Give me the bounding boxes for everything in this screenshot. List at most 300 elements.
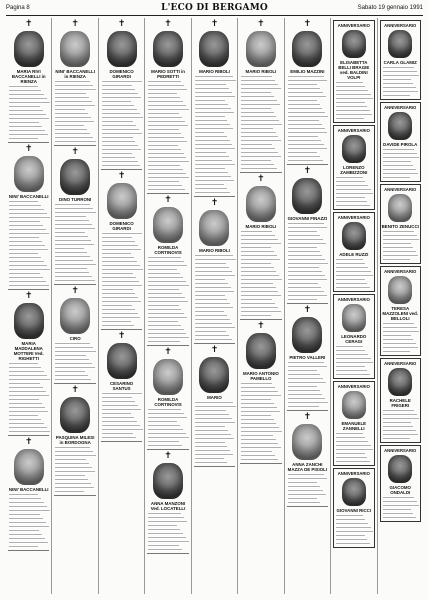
text-line xyxy=(195,107,231,110)
text-line xyxy=(148,324,180,327)
obituary-notice xyxy=(333,212,374,292)
text-line xyxy=(336,274,373,277)
text-line xyxy=(9,268,50,271)
text-line xyxy=(195,413,229,416)
text-line xyxy=(102,100,131,103)
portrait-photo xyxy=(292,31,322,67)
deceased-name: GIACOMO ONDALDI xyxy=(389,485,411,495)
text-line xyxy=(55,96,89,99)
text-line xyxy=(148,288,179,291)
divider xyxy=(147,193,188,194)
portrait-photo xyxy=(292,317,322,353)
deceased-name: ROMILDA CORTINOVIS xyxy=(154,397,182,407)
text-line xyxy=(288,115,329,118)
text-line xyxy=(241,282,272,285)
text-line xyxy=(148,516,184,519)
text-line xyxy=(195,334,229,337)
text-line xyxy=(9,105,40,108)
text-line xyxy=(148,540,189,543)
obituary-notice xyxy=(147,196,188,343)
text-line xyxy=(383,516,416,519)
text-line xyxy=(195,318,230,321)
text-line xyxy=(102,436,136,439)
text-line xyxy=(55,100,91,103)
text-line xyxy=(336,266,368,269)
deceased-name: LEONARDO CERAGI xyxy=(341,334,367,344)
portrait-photo xyxy=(60,298,90,334)
text-line xyxy=(148,328,183,331)
text-line xyxy=(241,454,275,457)
column xyxy=(330,18,376,594)
text-line xyxy=(148,340,179,343)
deceased-name: MARIO RIBOLI xyxy=(245,69,277,74)
text-line xyxy=(288,298,317,301)
text-line xyxy=(102,120,133,123)
issue-date: Sabato 19 gennaio 1991 xyxy=(357,5,423,11)
text-line xyxy=(288,282,318,285)
text-line xyxy=(383,437,410,440)
text-line xyxy=(195,155,229,158)
text-line xyxy=(55,239,91,242)
text-line xyxy=(241,398,271,401)
text-line xyxy=(383,504,420,507)
obituary-notice xyxy=(380,358,421,443)
text-line xyxy=(102,260,137,263)
text-line xyxy=(55,466,91,469)
text-line xyxy=(102,280,139,283)
text-line xyxy=(195,266,229,269)
text-line xyxy=(55,136,93,139)
obituary-notice xyxy=(380,184,421,264)
divider xyxy=(54,145,95,146)
text-line xyxy=(195,302,231,305)
text-line xyxy=(9,85,38,88)
text-line xyxy=(288,262,329,265)
obituary-notice xyxy=(54,148,95,282)
divider xyxy=(8,289,49,290)
text-line xyxy=(148,412,184,415)
text-line xyxy=(195,258,236,261)
text-line xyxy=(148,120,185,123)
text-line xyxy=(102,296,138,299)
text-line xyxy=(241,290,278,293)
text-line xyxy=(148,432,186,435)
text-line xyxy=(336,353,368,356)
cross-icon: ✝ xyxy=(210,198,219,208)
text-line xyxy=(148,304,178,307)
deceased-name: DOMENICO GIRARDI xyxy=(109,221,134,231)
anniversary-heading: ANNIVERSARIO xyxy=(384,23,417,28)
text-line xyxy=(336,85,365,88)
text-line xyxy=(336,518,365,521)
text-line xyxy=(148,548,182,551)
text-line xyxy=(195,445,228,448)
text-line xyxy=(9,386,43,389)
column xyxy=(191,18,237,594)
text-line xyxy=(9,97,47,100)
text-line xyxy=(195,167,225,170)
divider xyxy=(147,449,188,450)
text-line xyxy=(148,272,180,275)
text-line xyxy=(336,456,367,459)
obituary-notice xyxy=(333,468,374,548)
text-line xyxy=(241,246,271,249)
portrait-photo xyxy=(199,357,229,393)
text-line xyxy=(148,116,182,119)
text-line xyxy=(195,437,234,440)
text-line xyxy=(102,272,133,275)
text-line xyxy=(241,458,277,461)
divider xyxy=(54,383,95,384)
obituary-notice xyxy=(194,199,235,341)
text-line xyxy=(55,247,84,250)
cross-icon: ✝ xyxy=(303,19,312,29)
text-line xyxy=(55,275,92,278)
deceased-name: PASQUINA MILESI in BORDOGNA xyxy=(55,435,95,445)
portrait-photo xyxy=(292,424,322,460)
obituary-notice xyxy=(333,125,374,210)
portrait-photo xyxy=(388,276,412,304)
text-line xyxy=(195,429,229,432)
anniversary-heading: ANNIVERSARIO xyxy=(337,128,370,133)
text-line xyxy=(102,408,141,411)
obituary-notice xyxy=(101,20,142,167)
text-line xyxy=(195,139,230,142)
text-line xyxy=(55,374,88,377)
text-line xyxy=(102,396,132,399)
text-line xyxy=(383,172,419,175)
deceased-name: DAVIDE PIROLA xyxy=(383,142,418,147)
anniversary-heading: ANNIVERSARIO xyxy=(337,297,370,302)
divider xyxy=(287,303,328,304)
text-line xyxy=(148,100,183,103)
text-line xyxy=(9,240,42,243)
portrait-photo xyxy=(60,159,90,195)
text-line xyxy=(148,528,180,531)
obituary-notice xyxy=(101,332,142,439)
text-line xyxy=(195,191,230,194)
deceased-name: ANNA MANZONI Ved. LOCATELLI xyxy=(150,501,186,511)
text-line xyxy=(55,108,85,111)
text-line xyxy=(336,522,368,525)
text-line xyxy=(241,422,276,425)
cross-icon: ✝ xyxy=(71,385,79,395)
text-line xyxy=(55,366,94,369)
text-line xyxy=(383,433,419,436)
text-line xyxy=(195,119,228,122)
text-line xyxy=(195,441,225,444)
text-line xyxy=(336,184,368,187)
text-line xyxy=(9,370,44,373)
portrait-photo xyxy=(342,30,366,58)
text-line xyxy=(383,254,419,257)
text-line xyxy=(9,374,47,377)
text-line xyxy=(148,108,189,111)
portrait-photo xyxy=(107,31,137,67)
text-line xyxy=(102,128,139,131)
text-line xyxy=(102,84,132,87)
text-line xyxy=(288,155,320,158)
obituary-notice xyxy=(287,306,328,408)
text-line xyxy=(288,294,327,297)
text-line xyxy=(288,377,324,380)
text-line xyxy=(241,382,272,385)
portrait-photo xyxy=(388,194,412,222)
text-line xyxy=(9,430,50,433)
portrait-photo xyxy=(14,449,44,485)
text-line xyxy=(383,425,414,428)
divider xyxy=(101,329,142,330)
cross-icon: ✝ xyxy=(71,147,79,157)
text-line xyxy=(102,236,132,239)
text-line xyxy=(55,346,92,349)
divider xyxy=(194,466,235,467)
text-line xyxy=(336,113,372,116)
text-line xyxy=(288,95,327,98)
text-line xyxy=(195,151,226,154)
cross-icon: ✝ xyxy=(117,19,126,29)
text-line xyxy=(336,117,364,120)
text-line xyxy=(148,168,182,171)
text-line xyxy=(195,278,226,281)
deceased-name: EMILIO MAZZINI xyxy=(290,69,325,74)
text-line xyxy=(288,151,317,154)
text-line xyxy=(383,246,414,249)
text-line xyxy=(148,292,182,295)
text-line xyxy=(383,160,411,163)
text-line xyxy=(195,262,226,265)
text-line xyxy=(102,412,131,415)
cross-icon: ✝ xyxy=(24,291,33,301)
text-line xyxy=(383,417,420,420)
deceased-name: ROMILDA CORTINOVIS xyxy=(154,245,182,255)
deceased-name: PIETRO VALLERI xyxy=(289,355,326,360)
text-line xyxy=(55,350,95,353)
text-line xyxy=(148,164,179,167)
text-line xyxy=(102,300,141,303)
text-line xyxy=(195,425,226,428)
deceased-name: GIOVANNI FINAZZI xyxy=(287,216,328,221)
portrait-photo xyxy=(153,359,183,395)
page-header xyxy=(6,3,423,15)
divider xyxy=(240,172,281,173)
portrait-photo xyxy=(342,478,366,506)
obituary-notice xyxy=(380,20,421,100)
text-line xyxy=(9,125,42,128)
text-line xyxy=(195,298,228,301)
text-line xyxy=(336,534,364,537)
obituary-notice xyxy=(380,102,421,182)
text-line xyxy=(195,457,224,460)
deceased-name: TERESA MAZZOLENI ved. BELLOLI xyxy=(382,306,419,321)
text-line xyxy=(241,286,275,289)
text-line xyxy=(288,159,323,162)
divider xyxy=(8,142,49,143)
text-line xyxy=(9,264,47,267)
text-line xyxy=(9,93,44,96)
text-line xyxy=(9,521,46,524)
text-line xyxy=(241,242,281,245)
text-line xyxy=(288,389,320,392)
text-line xyxy=(288,147,327,150)
text-line xyxy=(241,278,282,281)
anniversary-heading: ANNIVERSARIO xyxy=(337,215,370,220)
text-line xyxy=(288,83,318,86)
text-line xyxy=(241,143,272,146)
text-line xyxy=(102,140,136,143)
text-line xyxy=(241,314,271,317)
text-line xyxy=(383,156,420,159)
obituary-notice xyxy=(8,145,49,287)
divider xyxy=(101,169,142,170)
text-line xyxy=(55,342,89,345)
divider xyxy=(54,495,95,496)
text-line xyxy=(148,280,186,283)
obituary-columns xyxy=(6,18,423,594)
text-line xyxy=(195,131,224,134)
text-line xyxy=(148,308,181,311)
text-line xyxy=(241,294,281,297)
text-line xyxy=(102,116,143,119)
deceased-name: DINO TURRONI xyxy=(59,197,92,202)
text-line xyxy=(288,119,319,122)
divider xyxy=(287,164,328,165)
deceased-name: CESARINO SANTUS xyxy=(110,381,134,391)
text-line xyxy=(9,497,41,500)
text-line xyxy=(55,128,87,131)
text-line xyxy=(241,390,278,393)
divider xyxy=(240,463,281,464)
text-line xyxy=(195,461,227,464)
text-line xyxy=(288,99,317,102)
text-line xyxy=(195,87,229,90)
text-line xyxy=(102,96,141,99)
text-line xyxy=(102,104,134,107)
text-line xyxy=(288,477,327,480)
text-line xyxy=(336,258,363,261)
cross-icon: ✝ xyxy=(164,347,172,357)
obituary-notice xyxy=(8,20,49,140)
anniversary-heading: ANNIVERSARIO xyxy=(384,361,417,366)
column xyxy=(98,18,144,594)
text-line xyxy=(148,180,179,183)
portrait-photo xyxy=(388,112,412,140)
portrait-photo xyxy=(107,343,137,379)
text-line xyxy=(195,286,231,289)
text-line xyxy=(55,470,94,473)
text-line xyxy=(241,83,278,86)
text-line xyxy=(383,512,414,515)
text-line xyxy=(336,369,367,372)
text-line xyxy=(148,136,184,139)
text-line xyxy=(9,228,46,231)
text-line xyxy=(241,306,277,309)
text-line xyxy=(288,242,327,245)
text-line xyxy=(383,234,417,237)
text-line xyxy=(9,501,44,504)
text-line xyxy=(288,143,324,146)
text-line xyxy=(102,320,131,323)
text-line xyxy=(241,99,277,102)
text-line xyxy=(288,79,327,82)
divider xyxy=(101,441,142,442)
text-line xyxy=(148,188,184,191)
text-line xyxy=(195,163,235,166)
text-line xyxy=(336,81,363,84)
text-line xyxy=(288,365,327,368)
text-line xyxy=(9,256,41,259)
text-line xyxy=(102,308,135,311)
text-line xyxy=(102,416,134,419)
text-line xyxy=(288,258,326,261)
text-line xyxy=(102,292,136,295)
text-line xyxy=(383,70,417,73)
deceased-name: ANNA ZANCHI MAZZA DE PISIOLI xyxy=(287,462,328,472)
text-line xyxy=(102,404,138,407)
text-line xyxy=(9,248,48,251)
text-line xyxy=(148,544,179,547)
text-line xyxy=(336,97,373,100)
text-line xyxy=(288,397,326,400)
text-line xyxy=(55,80,89,83)
text-line xyxy=(55,462,89,465)
text-line xyxy=(55,243,94,246)
text-line xyxy=(195,79,236,82)
text-line xyxy=(241,111,273,114)
text-line xyxy=(9,366,41,369)
text-line xyxy=(336,176,363,179)
text-line xyxy=(102,252,131,255)
text-line xyxy=(383,238,420,241)
text-line xyxy=(55,219,89,222)
text-line xyxy=(241,155,280,158)
text-line xyxy=(102,132,142,135)
text-line xyxy=(55,104,94,107)
text-line xyxy=(195,310,224,313)
text-line xyxy=(241,406,277,409)
text-line xyxy=(195,135,227,138)
text-line xyxy=(288,489,324,492)
text-line xyxy=(9,390,46,393)
text-line xyxy=(55,207,92,210)
text-line xyxy=(55,203,89,206)
text-line xyxy=(102,284,142,287)
text-line xyxy=(383,66,414,69)
text-line xyxy=(9,426,47,429)
text-line xyxy=(241,135,278,138)
divider xyxy=(147,553,188,554)
text-line xyxy=(383,148,414,151)
text-line xyxy=(336,200,367,203)
cross-icon: ✝ xyxy=(210,345,219,355)
text-line xyxy=(336,530,373,533)
text-line xyxy=(195,187,227,190)
text-line xyxy=(9,533,42,536)
text-line xyxy=(288,290,324,293)
text-line xyxy=(148,332,186,335)
text-line xyxy=(148,408,181,411)
text-line xyxy=(55,223,91,226)
text-line xyxy=(9,276,43,279)
text-line xyxy=(195,314,227,317)
text-line xyxy=(9,101,50,104)
text-line xyxy=(241,302,275,305)
text-line xyxy=(241,438,275,441)
portrait-photo xyxy=(14,303,44,339)
text-line xyxy=(241,262,270,265)
text-line xyxy=(241,450,272,453)
text-line xyxy=(55,132,90,135)
